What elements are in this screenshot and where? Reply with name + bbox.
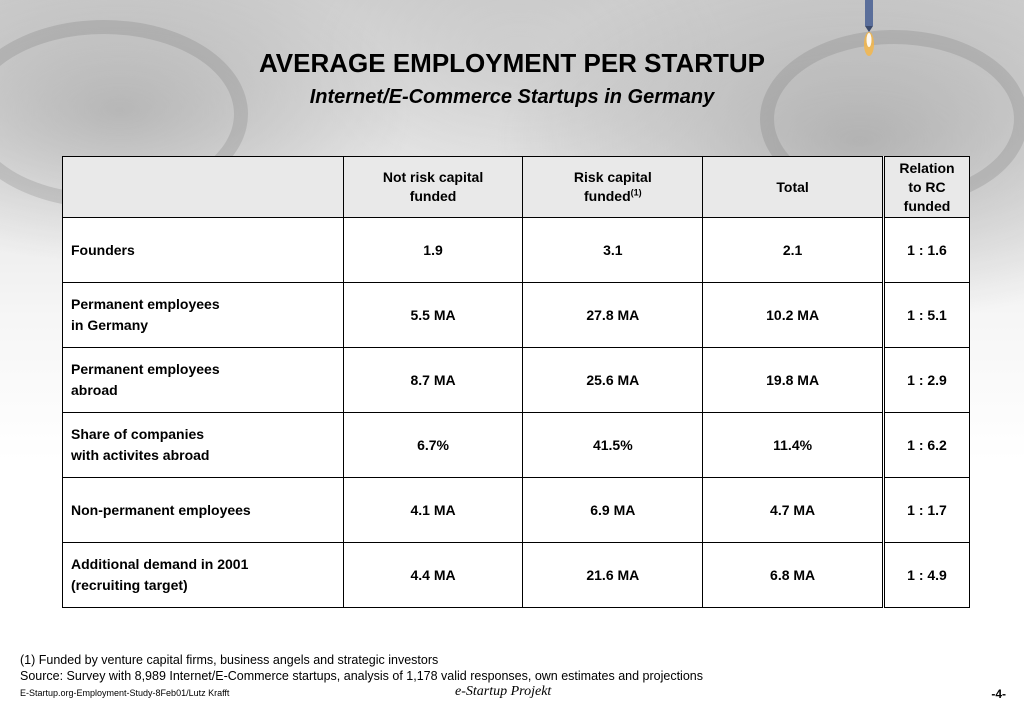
header-empty-cell <box>63 157 344 218</box>
table-row <box>63 218 970 283</box>
footnote-marker: (1) <box>630 187 642 198</box>
cell-total: 10.2 MA <box>703 283 884 348</box>
row-label <box>63 348 344 413</box>
header-not-rc-funded <box>343 157 523 218</box>
cell-relation: 1 : 4.9 <box>883 543 969 608</box>
footnote: (1) Funded by venture capital firms, business angels and strategic investors <box>20 653 439 667</box>
header-text: Not risk capital <box>382 169 484 185</box>
page-title: AVERAGE EMPLOYMENT PER STARTUP <box>258 48 766 78</box>
row-label-line: Permanent employees <box>71 296 220 312</box>
table-row <box>63 348 970 413</box>
employment-table <box>62 156 970 608</box>
header-text: Relation <box>899 159 955 176</box>
cell-rc-funded: 41.5% <box>523 413 703 478</box>
cell-rc-funded: 25.6 MA <box>523 348 703 413</box>
footer-reference: E-Startup.org-Employment-Study-8Feb01/Lutz Krafft <box>20 688 230 698</box>
cell-relation: 1 : 6.2 <box>883 413 969 478</box>
header-relation <box>883 157 969 218</box>
cell-rc-funded: 3.1 <box>523 218 703 283</box>
row-label-line: with activites abroad <box>71 447 210 463</box>
cell-relation: 1 : 5.1 <box>883 283 969 348</box>
cell-not-rc-funded: 6.7% <box>343 413 523 478</box>
cell-not-rc-funded: 8.7 MA <box>343 348 523 413</box>
row-label <box>63 283 344 348</box>
cell-total: 6.8 MA <box>703 543 884 608</box>
table-row <box>63 478 970 543</box>
source-note: Source: Survey with 8,989 Internet/E-Commerce startups, analysis of 1,178 valid responses, own estimates and projections <box>20 669 703 683</box>
header-text: Risk capital <box>573 169 652 185</box>
row-label-line: Share of companies <box>71 426 205 442</box>
page-subtitle: Internet/E-Commerce Startups in Germany <box>309 86 715 108</box>
footer-brand: e-Startup Projekt <box>455 684 552 699</box>
cell-relation: 1 : 1.6 <box>883 218 969 283</box>
cell-not-rc-funded: 4.1 MA <box>343 478 523 543</box>
table-row <box>63 543 970 608</box>
table-row <box>63 283 970 348</box>
row-label <box>63 413 344 478</box>
cell-total: 19.8 MA <box>703 348 884 413</box>
row-label <box>63 543 344 608</box>
header-text: funded <box>583 188 631 204</box>
cell-relation: 1 : 2.9 <box>883 348 969 413</box>
row-label-line: Permanent employees <box>71 361 220 377</box>
cell-total: 4.7 MA <box>703 478 884 543</box>
cell-relation: 1 : 1.7 <box>883 478 969 543</box>
cell-total: 11.4% <box>703 413 884 478</box>
row-label-line: Additional demand in 2001 <box>71 556 249 572</box>
row-label-line: in Germany <box>71 317 149 333</box>
cell-rc-funded: 21.6 MA <box>523 543 703 608</box>
cell-rc-funded: 27.8 MA <box>523 283 703 348</box>
row-label-line: Founders <box>71 241 135 258</box>
table-header-row <box>63 157 970 218</box>
cell-rc-funded: 6.9 MA <box>523 478 703 543</box>
page-number: -4- <box>991 687 1006 701</box>
row-label-line: Non-permanent employees <box>71 501 251 518</box>
header-text: funded <box>903 197 951 214</box>
cell-total: 2.1 <box>703 218 884 283</box>
header-total: Total <box>703 157 884 218</box>
header-text: to RC <box>908 178 946 195</box>
cell-not-rc-funded: 5.5 MA <box>343 283 523 348</box>
header-text: funded <box>409 188 457 204</box>
row-label <box>63 478 344 543</box>
header-rc-funded <box>523 157 703 218</box>
row-label <box>63 218 344 283</box>
cell-not-rc-funded: 4.4 MA <box>343 543 523 608</box>
table-row <box>63 413 970 478</box>
row-label-line: (recruiting target) <box>71 577 188 593</box>
row-label-line: abroad <box>71 382 118 398</box>
cell-not-rc-funded: 1.9 <box>343 218 523 283</box>
